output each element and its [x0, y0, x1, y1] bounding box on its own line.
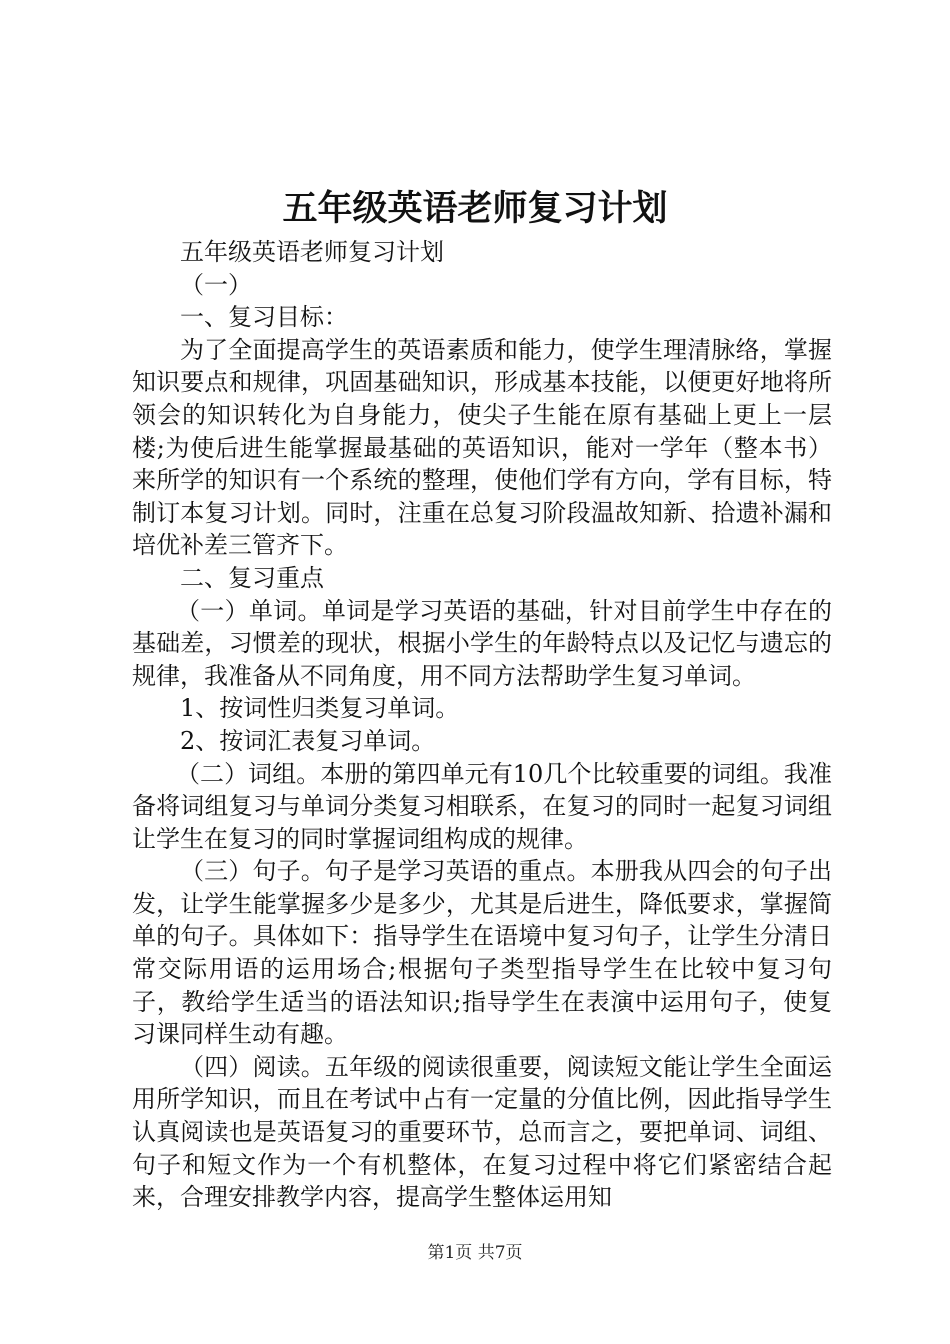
page-number-footer: 第1页 共7页 [427, 1243, 523, 1263]
document-title: 五年级英语老师复习计划 [282, 188, 668, 229]
paragraph-sentences: （三）句子。句子是学习英语的重点。本册我从四会的句子出发，让学生能掌握多少是多少，尤其是后进生，降低要求，掌握简单的句子。具体如下：指导学生在语境中复习句子，让学生分清日常交际用语的运用场合;根据句子类型指导学生在比较中复习句子，教给学生适当的语法知识;指导学生在表演中运用句子，使复习课同样生动有趣。 [132, 857, 832, 1049]
paragraph-phrases: （二）词组。本册的第四单元有10几个比较重要的词组。我准备将词组复习与单词分类复习相联系，在复习的同时一起复习词组让学生在复习的同时掌握词组构成的规律。 [132, 759, 832, 853]
heading-review-focus: 二、复习重点 [180, 563, 324, 592]
heading-review-goals: 一、复习目标： [180, 303, 348, 332]
paragraph-review-goals: 为了全面提高学生的英语素质和能力，使学生理清脉络，掌握知识要点和规律，巩固基础知识，形成基本技能，以便更好地将所领会的知识转化为自身能力，使尖子生能在原有基础上更上一层楼;为使后进生能掌握最基础的英语知识，能对一学年（整本书）来所学的知识有一个系统的整理，使他们学有方向，学有目标，特制订本复习计划。同时，注重在总复习阶段温故知新、拾遗补漏和培优补差三管齐下。 [132, 335, 832, 560]
paragraph-reading: （四）阅读。五年级的阅读很重要，阅读短文能让学生全面运用所学知识，而且在考试中占有一定量的分值比例，因此指导学生认真阅读也是英语复习的重要环节，总而言之，要把单词、词组、句子和短文作为一个有机整体，在复习过程中将它们紧密结合起来，合理安排教学内容，提高学生整体运用知 [132, 1052, 832, 1212]
document-body [132, 236, 832, 1214]
paragraph-subtitle: 五年级英语老师复习计划 [180, 238, 444, 266]
list-item-by-part-of-speech: 1、按词性归类复习单词。 [180, 694, 460, 723]
list-item-by-vocabulary-list: 2、按词汇表复习单词。 [180, 726, 436, 755]
paragraph-words: （一）单词。单词是学习英语的基础，针对目前学生中存在的基础差，习惯差的现状，根据小学生的年龄特点以及记忆与遗忘的规律，我准备从不同角度，用不同方法帮助学生复习单词。 [132, 596, 832, 690]
paragraph-section-marker: （一） [180, 270, 252, 299]
